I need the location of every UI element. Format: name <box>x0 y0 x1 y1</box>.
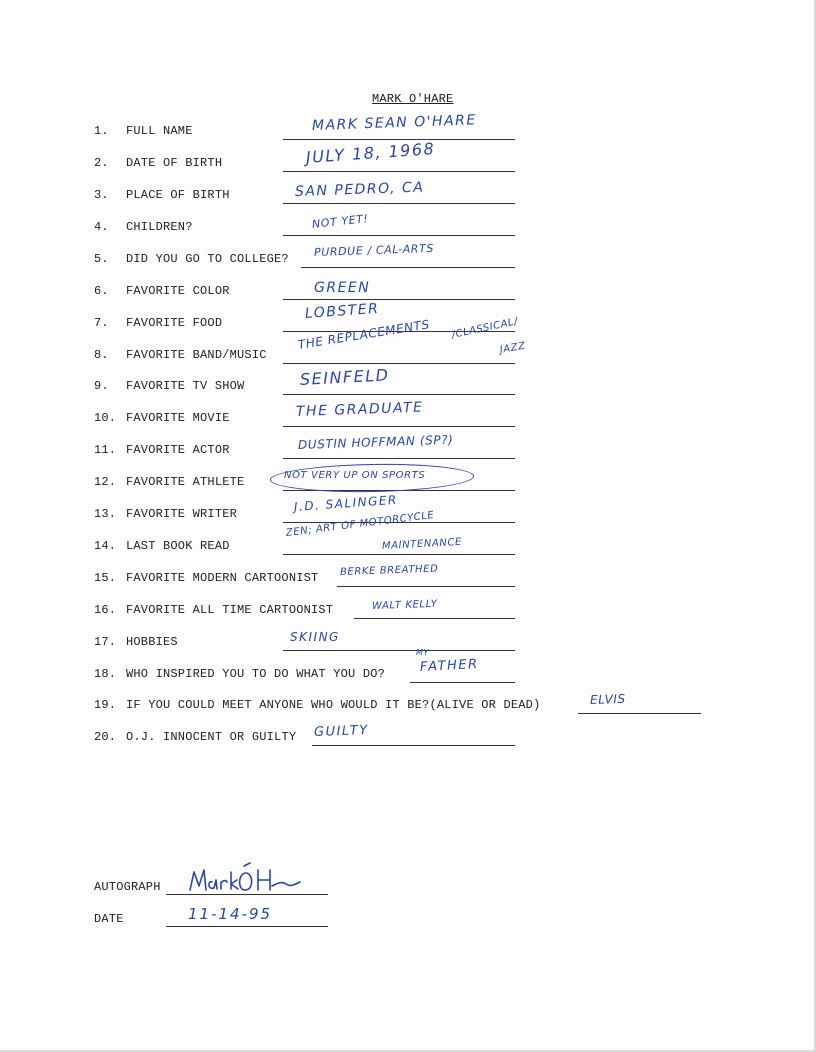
answer-line <box>283 203 515 204</box>
question-last-book-read: 14. LAST BOOK READ <box>94 539 230 553</box>
answer-line <box>283 458 515 459</box>
question-favorite-all-time-cartoonist: 16. FAVORITE ALL TIME CARTOONIST <box>94 603 334 617</box>
answer-favorite-movie: THE GRADUATE <box>295 399 424 420</box>
question-favorite-tv-show: 9. FAVORITE TV SHOW <box>94 379 245 393</box>
answer-favorite-athlete: NOT VERY UP ON SPORTS <box>284 470 426 481</box>
answer-who-inspired-you: FATHER <box>419 656 479 675</box>
answer-favorite-band: THE REPLACEMENTS <box>296 317 431 352</box>
question-favorite-athlete: 12. FAVORITE ATHLETE <box>94 475 245 489</box>
answer-favorite-band-extra-2: JAZZ <box>499 340 527 356</box>
answer-favorite-food: LOBSTER <box>304 300 380 322</box>
answer-line <box>283 394 515 395</box>
answer-children: NOT YET! <box>311 212 370 231</box>
answer-line <box>283 299 515 300</box>
question-oj-innocent-or-guilty: 20. O.J. INNOCENT OR GUILTY <box>94 730 297 744</box>
answer-college: PURDUE / CAL-ARTS <box>313 241 435 259</box>
answer-line <box>283 363 515 364</box>
answer-line <box>578 713 701 714</box>
answer-favorite-modern-cartoonist: BERKE BREATHED <box>339 563 439 578</box>
answer-last-book-read: ZEN; ART OF MOTORCYCLE <box>285 509 436 539</box>
question-favorite-color: 6. FAVORITE COLOR <box>94 284 230 298</box>
question-meet-anyone: 19. IF YOU COULD MEET ANYONE WHO WOULD IT BE?(ALIVE OR DEAD) <box>94 698 541 712</box>
answer-oj-innocent-or-guilty: GUILTY <box>313 723 369 740</box>
answer-line <box>283 139 515 140</box>
answer-favorite-writer: J.D. SALINGER <box>293 492 399 514</box>
question-place-of-birth: 3. PLACE OF BIRTH <box>94 188 230 202</box>
answer-line <box>283 235 515 236</box>
answer-line <box>283 426 515 427</box>
answer-line <box>410 682 515 683</box>
answer-full-name: MARK SEAN O'HARE <box>311 112 477 134</box>
answer-line <box>283 171 515 172</box>
date-value: 11-14-95 <box>188 905 273 923</box>
answer-meet-anyone: ELVIS <box>589 691 626 707</box>
answer-hobbies: SKIING <box>290 630 340 644</box>
signature <box>186 858 306 898</box>
answer-line <box>312 745 515 746</box>
answer-line <box>283 554 515 555</box>
question-favorite-writer: 13. FAVORITE WRITER <box>94 507 238 521</box>
answer-favorite-band-extra: /CLASSICAL/ <box>450 316 520 341</box>
question-favorite-food: 7. FAVORITE FOOD <box>94 316 223 330</box>
answer-date-of-birth: JULY 18, 1968 <box>305 138 436 167</box>
question-who-inspired-you: 18. WHO INSPIRED YOU TO DO WHAT YOU DO? <box>94 667 386 681</box>
question-favorite-movie: 10. FAVORITE MOVIE <box>94 411 230 425</box>
answer-place-of-birth: SAN PEDRO, CA <box>294 179 425 200</box>
question-favorite-band-music: 8. FAVORITE BAND/MUSIC <box>94 348 267 362</box>
answer-line <box>283 650 515 651</box>
question-hobbies: 17. HOBBIES <box>94 635 178 649</box>
answer-who-inspired-you-extra: MY <box>416 648 429 657</box>
answer-favorite-color: GREEN <box>314 280 371 296</box>
question-full-name: 1. FULL NAME <box>94 124 193 138</box>
question-date-of-birth: 2. DATE OF BIRTH <box>94 156 223 170</box>
question-college: 5. DID YOU GO TO COLLEGE? <box>94 252 289 266</box>
answer-line <box>301 267 515 268</box>
form-title: MARK O'HARE <box>372 92 454 106</box>
question-children: 4. CHILDREN? <box>94 220 193 234</box>
answer-favorite-tv-show: SEINFELD <box>299 365 390 389</box>
date-label: DATE <box>94 912 124 926</box>
answer-line <box>354 618 515 619</box>
date-line <box>166 926 328 927</box>
question-favorite-modern-cartoonist: 15. FAVORITE MODERN CARTOONIST <box>94 571 319 585</box>
question-favorite-actor: 11. FAVORITE ACTOR <box>94 443 230 457</box>
answer-last-book-read-extra: MAINTENANCE <box>381 536 463 552</box>
autograph-label: AUTOGRAPH <box>94 880 161 894</box>
answer-favorite-all-time-cartoonist: WALT KELLY <box>371 598 438 612</box>
answer-favorite-actor: DUSTIN HOFFMAN (SP?) <box>297 432 454 452</box>
answer-line <box>337 586 515 587</box>
